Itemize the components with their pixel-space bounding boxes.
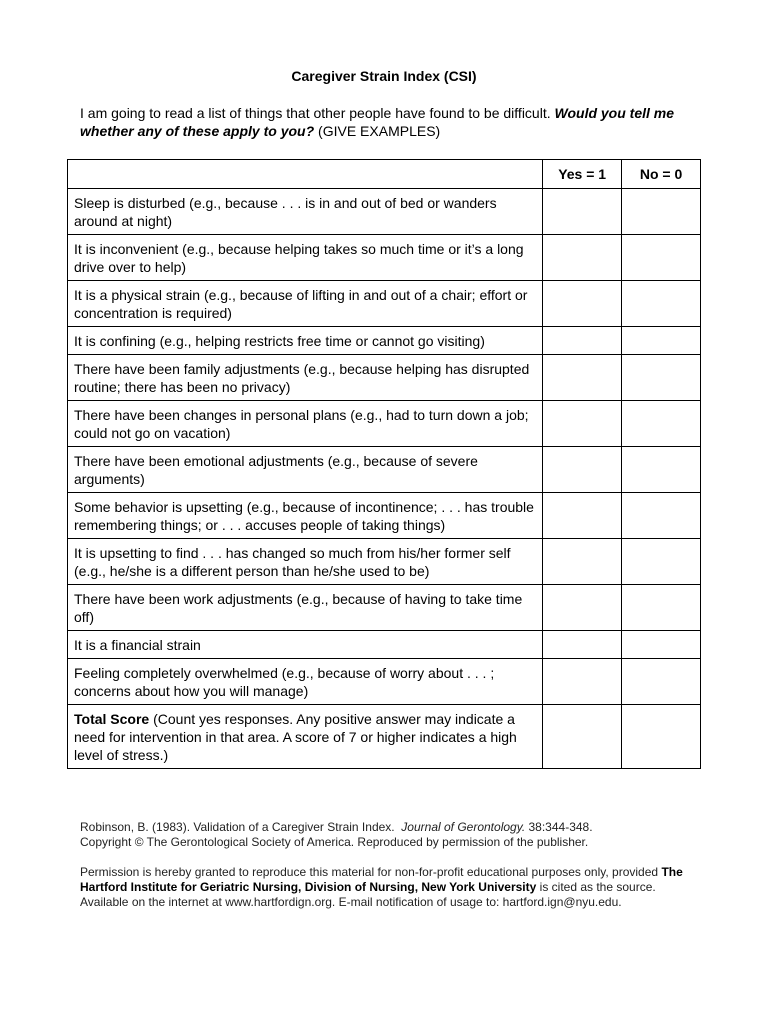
yes-answer-cell[interactable]: [543, 493, 622, 539]
copyright-line: Copyright © The Gerontological Society of America. Reproduced by permission of the publisher.: [80, 835, 589, 849]
no-answer-cell[interactable]: [622, 493, 701, 539]
citation-volume: 38:344-348.: [525, 820, 593, 834]
total-score-label: Total Score: [74, 711, 150, 727]
table-row: [68, 281, 701, 327]
table-row: [68, 189, 701, 235]
total-no-cell[interactable]: [622, 705, 701, 769]
permission-text: Permission is hereby granted to reproduce this material for non-for-profit educational purposes only, provided: [80, 865, 659, 879]
yes-answer-cell[interactable]: [543, 585, 622, 631]
page-title: Caregiver Strain Index (CSI): [291, 68, 477, 84]
item-description: It is inconvenient (e.g., because helping takes so much time or it’s a long drive over to help): [68, 235, 543, 281]
item-description: Sleep is disturbed (e.g., because . . . is in and out of bed or wanders around at night): [68, 189, 543, 235]
permission-institution: The Hartford Institute for Geriatric Nursing, Division of Nursing, New York University: [80, 865, 683, 894]
item-description: It is a physical strain (e.g., because of lifting in and out of a chair; effort or concentration is required): [68, 281, 543, 327]
item-description: It is confining (e.g., helping restricts free time or cannot go visiting): [68, 327, 543, 355]
table-header-row: [68, 160, 701, 189]
no-answer-cell[interactable]: [622, 659, 701, 705]
intro-note: (GIVE EXAMPLES): [318, 123, 441, 139]
table-row: [68, 327, 701, 355]
yes-answer-cell[interactable]: [543, 659, 622, 705]
item-description: There have been family adjustments (e.g., because helping has disrupted routine; there has been no privacy): [68, 355, 543, 401]
table-row: [68, 585, 701, 631]
header-yes-cell: Yes = 1: [543, 160, 622, 189]
no-answer-cell[interactable]: [622, 327, 701, 355]
no-answer-cell[interactable]: [622, 355, 701, 401]
table-row: [68, 631, 701, 659]
total-score-description: [68, 705, 543, 769]
yes-answer-cell[interactable]: [543, 235, 622, 281]
no-answer-cell[interactable]: [622, 539, 701, 585]
no-answer-cell[interactable]: [622, 585, 701, 631]
citation-block: [80, 820, 700, 850]
table-row: [68, 235, 701, 281]
table-row: [68, 401, 701, 447]
strain-index-table: [67, 159, 701, 769]
yes-answer-cell[interactable]: [543, 355, 622, 401]
citation-journal: Journal of Gerontology.: [401, 820, 526, 834]
yes-answer-cell[interactable]: [543, 539, 622, 585]
no-answer-cell[interactable]: [622, 281, 701, 327]
yes-answer-cell[interactable]: [543, 281, 622, 327]
yes-answer-cell[interactable]: [543, 401, 622, 447]
yes-answer-cell[interactable]: [543, 327, 622, 355]
intro-text: I am going to read a list of things that other people have found to be difficult.: [80, 105, 551, 121]
table-row: [68, 447, 701, 493]
item-description: It is a financial strain: [68, 631, 543, 659]
intro-instructions: [80, 104, 700, 140]
table-row: [68, 493, 701, 539]
citation-line: [80, 820, 700, 835]
no-answer-cell[interactable]: [622, 631, 701, 659]
permission-source: is cited as the source. Available on the internet at www.hartfordign.org. E-mail notification of usage to: hartford.ign@nyu.edu.: [80, 880, 656, 909]
no-answer-cell[interactable]: [622, 401, 701, 447]
item-description: There have been work adjustments (e.g., because of having to take time off): [68, 585, 543, 631]
item-description: Feeling completely overwhelmed (e.g., because of worry about . . . ; concerns about how you will manage): [68, 659, 543, 705]
yes-answer-cell[interactable]: [543, 631, 622, 659]
yes-answer-cell[interactable]: [543, 189, 622, 235]
table-row: [68, 539, 701, 585]
total-score-note: (Count yes responses. Any positive answer may indicate a need for intervention in that area. A score of 7 or higher indicates a high level of stress.): [74, 711, 517, 763]
no-answer-cell[interactable]: [622, 235, 701, 281]
total-yes-cell[interactable]: [543, 705, 622, 769]
item-description: It is upsetting to find . . . has changed so much from his/her former self (e.g., he/she is a different person than he/she used to be): [68, 539, 543, 585]
table-row: [68, 355, 701, 401]
intro-question: Would you tell me whether any of these apply to you?: [80, 105, 675, 139]
permission-block: [80, 865, 700, 910]
yes-answer-cell[interactable]: [543, 447, 622, 493]
header-description-cell: [68, 160, 543, 189]
item-description: There have been changes in personal plans (e.g., had to turn down a job; could not go on vacation): [68, 401, 543, 447]
citation-authors: Robinson, B. (1983). Validation of a Caregiver Strain Index.: [80, 820, 395, 834]
item-description: There have been emotional adjustments (e.g., because of severe arguments): [68, 447, 543, 493]
no-answer-cell[interactable]: [622, 447, 701, 493]
table-row: [68, 659, 701, 705]
total-score-row: [68, 705, 701, 769]
no-answer-cell[interactable]: [622, 189, 701, 235]
item-description: Some behavior is upsetting (e.g., because of incontinence; . . . has trouble remembering things; or . . . accuses people of taking things): [68, 493, 543, 539]
header-no-cell: No = 0: [622, 160, 701, 189]
